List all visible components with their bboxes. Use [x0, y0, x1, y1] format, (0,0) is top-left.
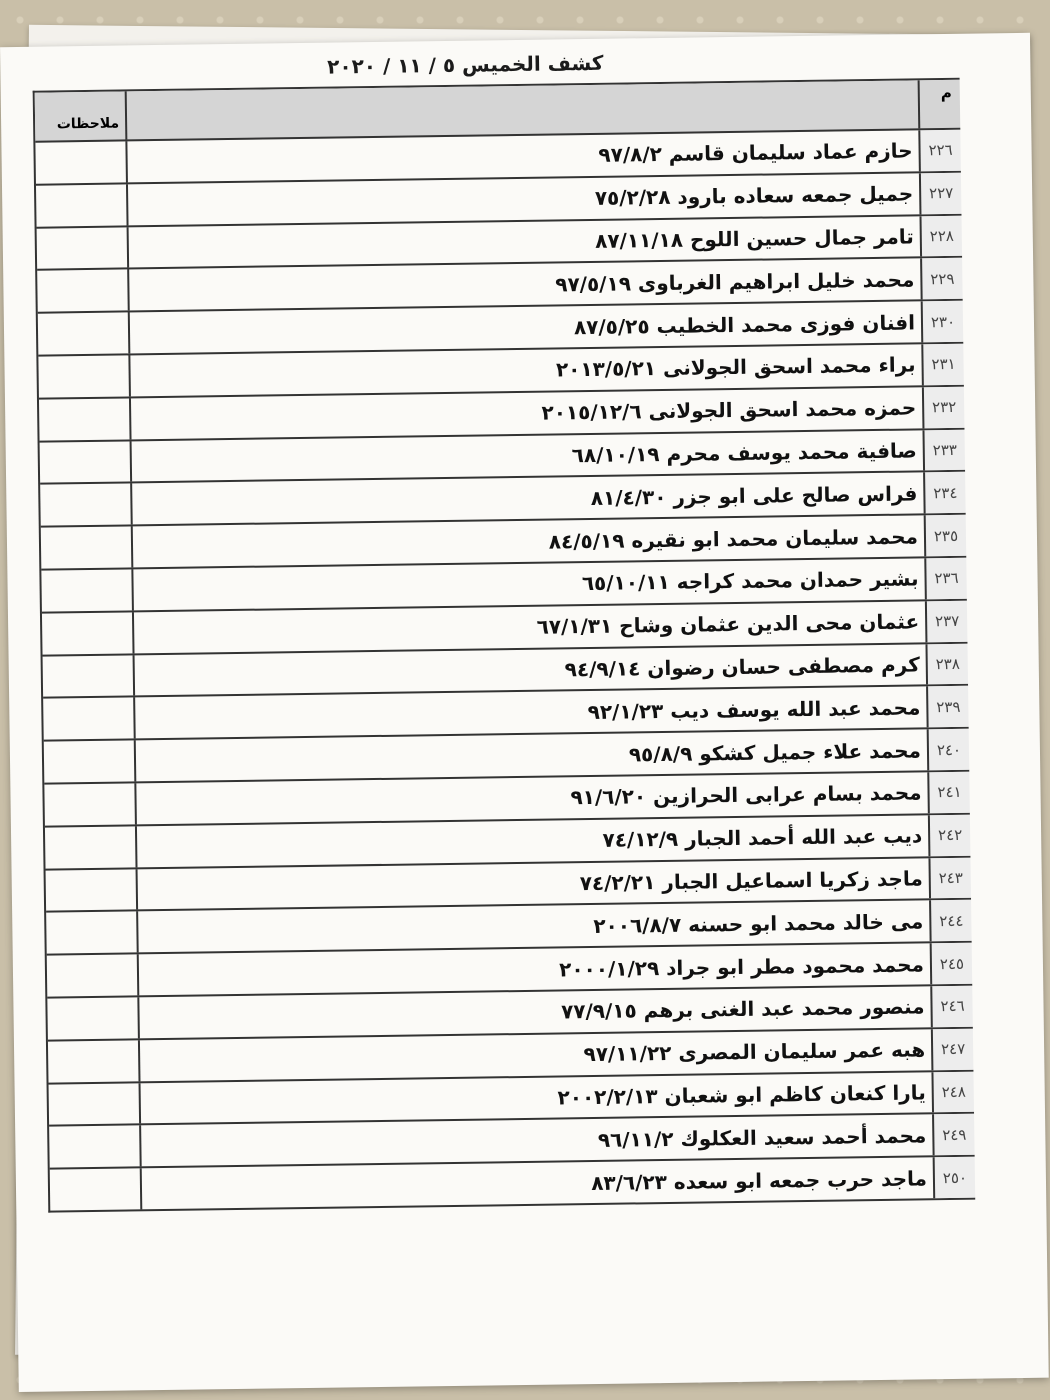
row-notes	[40, 484, 131, 526]
row-number: ٢٢٨	[919, 215, 962, 256]
row-entry: يارا كنعان كاظم ابو شعبان ٢٠٠٢/٢/١٣	[139, 1072, 932, 1124]
row-notes	[49, 1126, 140, 1168]
row-entry: منصور محمد عبد الغنى برهم ٧٧/٩/١٥	[137, 986, 930, 1038]
header-number-label: م	[940, 83, 952, 103]
roster-table	[33, 78, 976, 1213]
row-entry: فراس صالح على ابو جزر ٨١/٤/٣٠	[130, 473, 923, 525]
row-entry: ماجد زكريا اسماعيل الجبار ٧٤/٢/٢١	[136, 858, 929, 910]
row-number: ٢٣٧	[925, 601, 968, 642]
row-number: ٢٣١	[921, 344, 964, 385]
row-number: ٢٤٥	[930, 943, 973, 984]
row-entry: ديب عبد الله أحمد الجبار ٧٤/١٢/٩	[135, 815, 928, 867]
row-notes	[35, 141, 126, 183]
row-notes	[36, 184, 127, 226]
row-notes	[41, 527, 132, 569]
row-number: ٢٤٣	[928, 857, 971, 898]
row-notes	[47, 997, 138, 1039]
row-entry: براء محمد اسحق الجولانى ٢٠١٣/٥/٢١	[128, 344, 921, 396]
row-number: ٢٣٩	[926, 686, 969, 727]
row-notes	[47, 955, 138, 997]
row-number: ٢٤١	[927, 772, 970, 813]
row-notes	[37, 227, 128, 269]
row-notes	[43, 698, 134, 740]
row-number: ٢٢٩	[920, 258, 963, 299]
row-notes	[44, 741, 135, 783]
row-entry: محمد محمود مطر ابو جراد ٢٠٠٠/١/٢٩	[137, 943, 930, 995]
row-number: ٢٣٢	[922, 387, 965, 428]
row-notes	[46, 912, 137, 954]
row-entry: مى خالد محمد ابو حسنه ٢٠٠٦/٨/٧	[136, 901, 929, 953]
row-number: ٢٢٧	[919, 173, 962, 214]
row-number: ٢٣٤	[923, 472, 966, 513]
row-notes	[39, 398, 130, 440]
row-notes	[46, 869, 137, 911]
row-entry: محمد سليمان محمد ابو نقيره ٨٤/٥/١٩	[131, 516, 924, 568]
row-notes	[40, 441, 131, 483]
row-number: ٢٤٨	[931, 1071, 974, 1112]
row-number: ٢٤٤	[929, 900, 972, 941]
row-entry: بشير حمدان محمد كراجه ٦٥/١٠/١١	[131, 558, 924, 610]
row-number: ٢٤٢	[928, 814, 971, 855]
row-number: ٢٣٦	[924, 558, 967, 599]
row-notes	[49, 1083, 140, 1125]
row-notes	[41, 569, 132, 611]
document-page	[0, 33, 1049, 1392]
row-entry: محمد علاء جميل كشكو ٩٥/٨/٩	[134, 729, 927, 781]
row-notes	[45, 826, 136, 868]
row-number: ٢٥٠	[933, 1157, 976, 1198]
row-number: ٢٤٩	[932, 1114, 975, 1155]
row-entry: حازم عماد سليمان قاسم ٩٧/٨/٢	[125, 130, 918, 182]
row-entry: افنان فوزى محمد الخطيب ٨٧/٥/٢٥	[128, 302, 921, 354]
header-notes-cell	[35, 91, 126, 140]
row-notes	[48, 1040, 139, 1082]
row-notes	[50, 1168, 141, 1210]
row-entry: ماجد حرب جمعه ابو سعده ٨٣/٦/٢٣	[140, 1157, 933, 1209]
header-name-cell	[125, 80, 919, 139]
row-number: ٢٣٥	[924, 515, 967, 556]
row-notes	[37, 270, 128, 312]
row-entry: جميل جمعه سعاده بارود ٧٥/٢/٢٨	[126, 173, 919, 225]
row-entry: محمد خليل ابراهيم الغرباوى ٩٧/٥/١٩	[127, 259, 920, 311]
row-number: ٢٢٦	[918, 130, 961, 171]
row-entry: محمد بسام عرابى الحرازين ٩١/٦/٢٠	[134, 772, 927, 824]
row-entry: محمد عبد الله يوسف ديب ٩٢/١/٢٣	[133, 687, 926, 739]
row-entry: عثمان محى الدين عثمان وشاح ٦٧/١/٣١	[132, 601, 925, 653]
row-entry: هبه عمر سليمان المصرى ٩٧/١١/٢٢	[138, 1029, 931, 1081]
row-notes	[38, 313, 129, 355]
row-number: ٢٣٣	[922, 429, 965, 470]
table-body	[35, 130, 975, 1211]
header-number-cell	[918, 80, 961, 129]
row-entry: محمد أحمد سعيد العكلوك ٩٦/١١/٢	[139, 1115, 932, 1167]
row-entry: كرم مصطفى حسان رضوان ٩٤/٩/١٤	[133, 644, 926, 696]
row-notes	[38, 355, 129, 397]
row-entry: حمزه محمد اسحق الجولانى ٢٠١٥/١٢/٦	[129, 387, 922, 439]
row-notes	[42, 612, 133, 654]
row-notes	[44, 783, 135, 825]
row-number: ٢٤٠	[927, 729, 970, 770]
row-number: ٢٣٠	[921, 301, 964, 342]
page-title: كشف الخميس ٥ / ١١ / ٢٠٢٠	[327, 50, 604, 79]
row-notes	[43, 655, 134, 697]
row-entry: تامر جمال حسين اللوح ٨٧/١١/١٨	[127, 216, 920, 268]
row-entry: صافية محمد يوسف محرم ٦٨/١٠/١٩	[130, 430, 923, 482]
row-number: ٢٤٧	[931, 1028, 974, 1069]
header-notes-label: ملاحظات	[56, 115, 120, 133]
row-number: ٢٤٦	[930, 986, 973, 1027]
row-number: ٢٣٨	[925, 643, 968, 684]
